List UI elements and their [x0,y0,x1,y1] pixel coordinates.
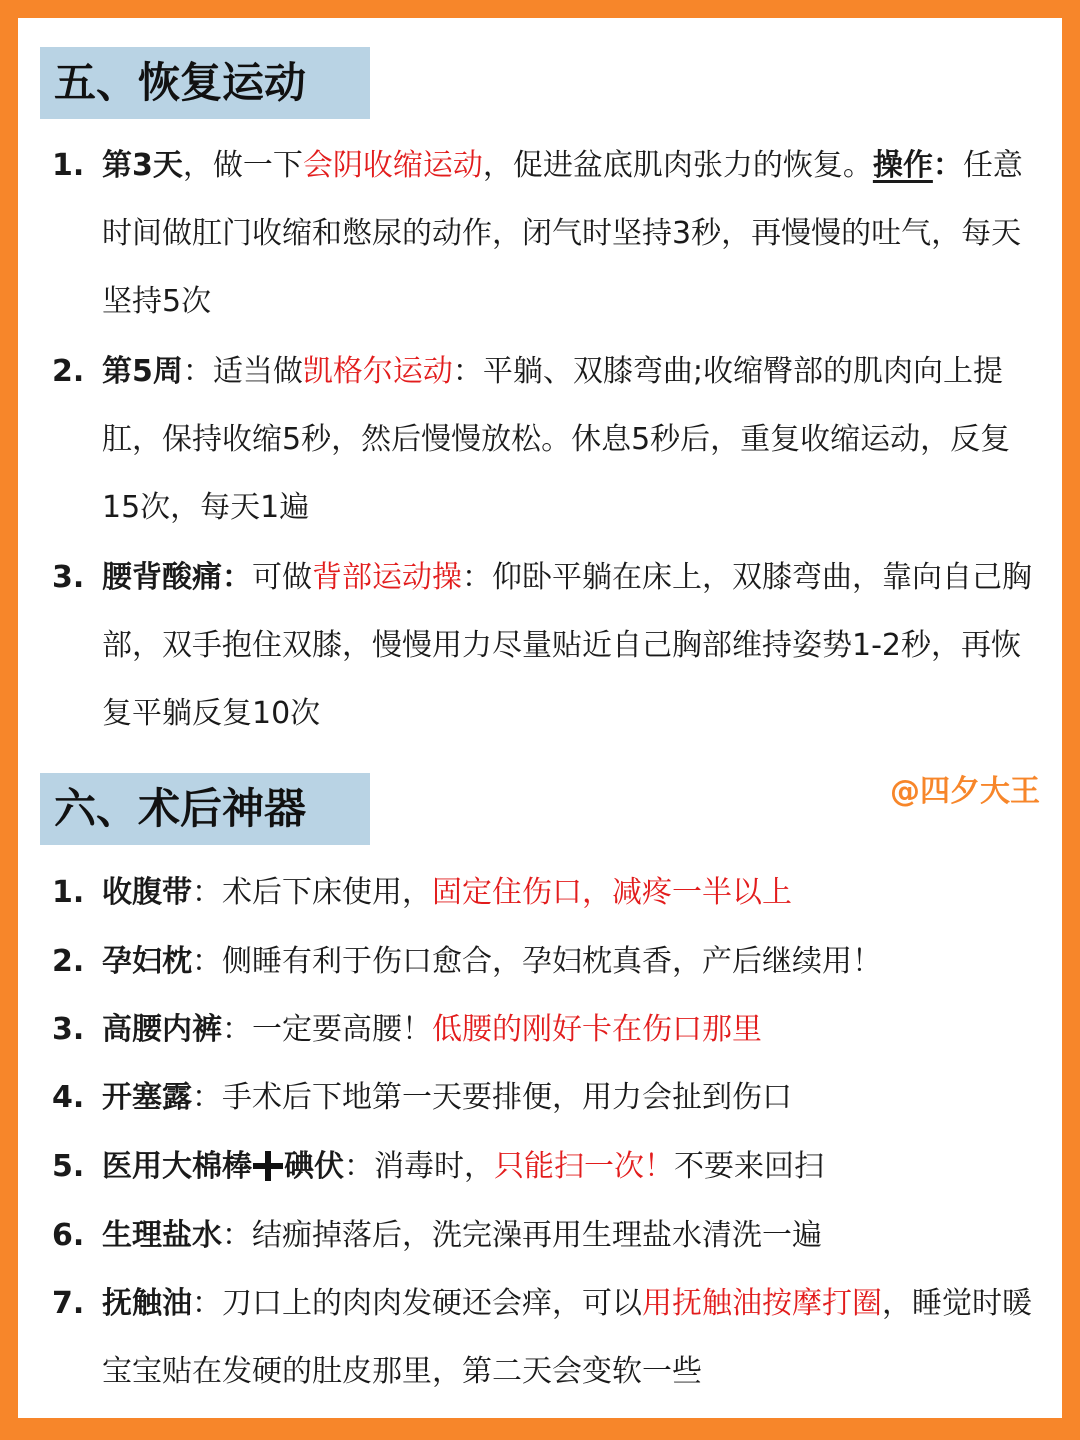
list-item [52,1202,1032,1270]
item-highlight: 凯格尔运动 [302,354,453,389]
item-lead: 收腹带 [102,875,192,910]
item-text: 不要来回扫 [674,1149,824,1184]
section-5-title: 五、恢复运动 [40,47,370,119]
item-highlight: 用抚触油按摩打圈 [642,1286,882,1321]
item-text: ，睡觉时暖宝宝贴在发硬的肚皮那里，第二天会变软一些 [102,1286,1032,1389]
item-number: 1. [52,148,85,183]
item-lead-2: 碘伏 [284,1149,344,1184]
item-text: 可做 [252,560,312,595]
item-text: ：刀口上的肉肉发硬还会痒，可以 [192,1286,642,1321]
item-text: ：消毒时， [344,1149,494,1184]
item-number: 5. [52,1149,85,1184]
item-lead: 开塞露 [102,1080,192,1115]
list-item [52,132,1032,336]
list-item [52,338,1032,542]
item-lead: 第5周 [102,354,183,389]
item-highlight: 会阴收缩运动 [302,148,483,183]
item-text: ：一定要高腰！ [222,1012,432,1047]
item-text: ：侧睡有利于伤口愈合，孕妇枕真香，产后继续用！ [192,944,882,979]
item-number: 2. [52,944,85,979]
item-text: ：手术后下地第一天要排便，用力会扯到伤口 [192,1080,792,1115]
list-item [52,544,1032,748]
item-number: 2. [52,354,85,389]
item-lead: 第3天 [102,148,183,183]
item-number: 1. [52,875,85,910]
item-text: ，促进盆底肌肉张力的恢复。 [482,148,873,183]
watermark: @四夕大王 [890,774,1040,809]
item-lead: 医用大棉棒 [102,1149,252,1184]
plus-icon [253,1151,283,1181]
item-text: ：平躺、双膝弯曲;收缩臀部的肌肉向上提肛，保持收缩5秒，然后慢慢放松。休息5秒后，重复收缩运动，反复15次，每天1遍 [102,354,1011,525]
item-number: 6. [52,1218,85,1253]
list-item [52,1270,1032,1406]
list-item [52,859,1032,927]
list-item [52,1133,1032,1201]
item-text: ：结痂掉落后，洗完澡再用生理盐水清洗一遍 [222,1218,822,1253]
item-lead: 孕妇枕 [102,944,192,979]
item-text: ：术后下床使用， [192,875,432,910]
item-lead: 生理盐水 [102,1218,222,1253]
page [18,18,1062,1418]
item-number: 4. [52,1080,85,1115]
item-number: 7. [52,1286,85,1321]
item-highlight: 低腰的刚好卡在伤口那里 [432,1012,762,1047]
section-6-title: 六、术后神器 [40,773,370,845]
item-lead: 抚触油 [102,1286,192,1321]
item-highlight: 固定住伤口，减疼一半以上 [432,875,792,910]
list-item [52,928,1032,996]
operation-colon: ： [932,148,963,183]
item-lead: 高腰内裤 [102,1012,222,1047]
operation-label: 操作 [872,148,933,183]
item-highlight: 只能扫一次！ [494,1149,674,1184]
item-number: 3. [52,1012,85,1047]
list-item [52,996,1032,1064]
list-item [52,1064,1032,1132]
item-number: 3. [52,560,85,595]
item-text: ，做一下 [182,148,303,183]
item-text: 任意时间做肛门收缩和憋尿的动作，闭气时坚持3秒，再慢慢的吐气，每天坚持5次 [102,148,1023,319]
item-text: ：适当做 [182,354,303,389]
item-highlight: 背部运动操 [312,560,462,595]
item-lead: 腰背酸痛： [102,560,252,595]
item-text: ：仰卧平躺在床上，双膝弯曲，靠向自己胸部，双手抱住双膝，慢慢用力尽量贴近自己胸部维持姿势1-2秒，再恢复平躺反复10次 [102,560,1032,731]
